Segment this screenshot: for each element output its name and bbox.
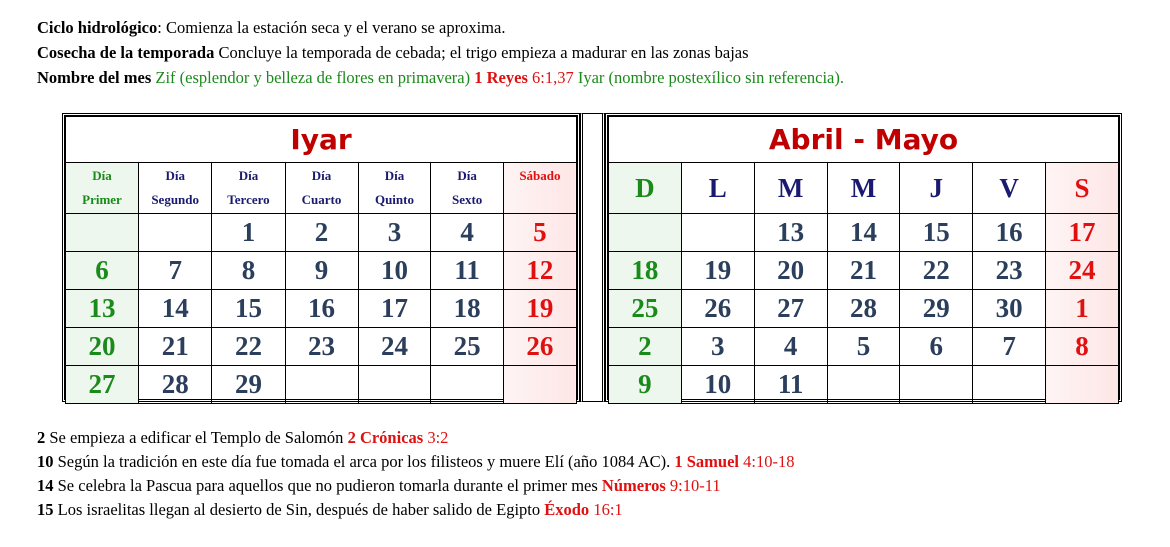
day-cell: 16 bbox=[285, 290, 358, 328]
weekday-header bbox=[285, 163, 358, 214]
day-cell bbox=[681, 214, 754, 252]
day-cell: 27 bbox=[66, 366, 139, 404]
day-cell bbox=[431, 366, 503, 404]
header-line: Día bbox=[457, 168, 477, 183]
weekday-header bbox=[358, 163, 431, 214]
day-cell: 25 bbox=[431, 328, 503, 366]
header-line: Día bbox=[311, 168, 332, 183]
header-line: Día bbox=[238, 168, 259, 183]
day-cell: 6 bbox=[66, 252, 139, 290]
header-line: Sábado bbox=[519, 168, 561, 183]
note-item bbox=[37, 428, 448, 448]
day-cell: 20 bbox=[754, 252, 827, 290]
weekday-header: L bbox=[681, 163, 754, 214]
weekday-header: J bbox=[900, 163, 973, 214]
day-cell: 25 bbox=[609, 290, 682, 328]
weekday-header: D bbox=[609, 163, 682, 214]
day-cell: 16 bbox=[973, 214, 1046, 252]
header-line: Día bbox=[384, 168, 405, 183]
day-cell bbox=[66, 214, 139, 252]
calendar-divider bbox=[580, 113, 605, 402]
intro-month-name bbox=[37, 68, 844, 88]
day-cell: 24 bbox=[358, 328, 431, 366]
day-cell: 22 bbox=[900, 252, 973, 290]
note-day: 15 bbox=[37, 500, 54, 519]
day-cell: 29 bbox=[900, 290, 973, 328]
bible-ref: Éxodo bbox=[544, 500, 590, 519]
bible-ref: 1 Reyes bbox=[474, 68, 528, 87]
header-line: Quinto bbox=[374, 192, 414, 207]
day-cell: 3 bbox=[681, 328, 754, 366]
note-day: 2 bbox=[37, 428, 46, 447]
day-cell: 10 bbox=[358, 252, 431, 290]
day-cell: 7 bbox=[973, 328, 1046, 366]
header-line: Segundo bbox=[151, 192, 200, 207]
weekday-header: V bbox=[973, 163, 1046, 214]
day-cell: 19 bbox=[681, 252, 754, 290]
day-cell: 24 bbox=[1046, 252, 1119, 290]
week-row bbox=[66, 290, 577, 328]
week-row bbox=[66, 366, 577, 404]
header-line: Cuarto bbox=[301, 192, 342, 207]
bible-ref: Números bbox=[601, 476, 666, 495]
note-day: 14 bbox=[37, 476, 54, 495]
note-text: Según la tradición en este día fue tomada el arca por los filisteos y muere Elí (año 1084 AC). bbox=[53, 452, 675, 471]
day-cell: 1 bbox=[212, 214, 285, 252]
day-cell: 9 bbox=[285, 252, 358, 290]
week-row bbox=[609, 214, 1119, 252]
note-item bbox=[37, 476, 721, 496]
day-cell: 18 bbox=[431, 290, 503, 328]
text: : Comienza la estación seca y el verano se aproxima. bbox=[157, 18, 506, 37]
day-cell bbox=[900, 366, 973, 404]
month-title: Abril - Mayo bbox=[609, 117, 1119, 163]
intro-harvest bbox=[37, 43, 749, 63]
day-cell: 26 bbox=[681, 290, 754, 328]
note-text: Se celebra la Pascua para aquellos que no pudieron tomarla durante el primer mes bbox=[53, 476, 602, 495]
note-day: 10 bbox=[37, 452, 54, 471]
day-cell: 7 bbox=[138, 252, 211, 290]
weekday-header: M bbox=[827, 163, 900, 214]
day-cell bbox=[503, 366, 576, 404]
week-row bbox=[66, 252, 577, 290]
text: Concluye la temporada de cebada; el trigo empieza a madurar en las zonas bajas bbox=[214, 43, 749, 62]
day-cell: 2 bbox=[285, 214, 358, 252]
week-row bbox=[609, 328, 1119, 366]
week-row bbox=[66, 214, 577, 252]
header-line bbox=[504, 188, 576, 212]
day-cell: 5 bbox=[503, 214, 576, 252]
day-cell: 3 bbox=[358, 214, 431, 252]
header-line: Tercero bbox=[227, 192, 270, 207]
weekday-header bbox=[431, 163, 503, 214]
day-cell: 8 bbox=[212, 252, 285, 290]
bible-ref: 1 Samuel bbox=[674, 452, 740, 471]
month-title: Iyar bbox=[66, 117, 577, 163]
header-line: Primer bbox=[82, 192, 122, 207]
day-cell: 26 bbox=[503, 328, 576, 366]
hebrew-calendar bbox=[62, 113, 580, 402]
bible-ref-num: 4:10-18 bbox=[739, 452, 795, 471]
day-cell: 8 bbox=[1046, 328, 1119, 366]
bible-ref-num: 9:10-11 bbox=[665, 476, 721, 495]
weekday-header-row bbox=[609, 163, 1119, 214]
day-cell: 13 bbox=[66, 290, 139, 328]
header-line: Sexto bbox=[451, 192, 483, 207]
note-text: Se empieza a edificar el Templo de Salomón bbox=[45, 428, 348, 447]
label: Nombre del mes bbox=[37, 68, 152, 87]
week-row bbox=[609, 252, 1119, 290]
day-cell: 9 bbox=[609, 366, 682, 404]
header-line: Día bbox=[92, 168, 112, 183]
day-cell: 11 bbox=[431, 252, 503, 290]
day-cell: 17 bbox=[358, 290, 431, 328]
day-cell: 4 bbox=[754, 328, 827, 366]
day-cell bbox=[358, 366, 431, 404]
day-cell: 21 bbox=[827, 252, 900, 290]
weekday-header-row bbox=[66, 163, 577, 214]
day-cell bbox=[1046, 366, 1119, 404]
text: Iyar (nombre postexílico sin referencia). bbox=[573, 68, 845, 87]
day-cell bbox=[285, 366, 358, 404]
day-cell: 21 bbox=[138, 328, 211, 366]
day-cell: 6 bbox=[900, 328, 973, 366]
day-cell: 14 bbox=[138, 290, 211, 328]
day-cell: 12 bbox=[503, 252, 576, 290]
weekday-header bbox=[503, 163, 576, 214]
day-cell bbox=[973, 366, 1046, 404]
day-cell: 23 bbox=[973, 252, 1046, 290]
weekday-header bbox=[212, 163, 285, 214]
day-cell: 29 bbox=[212, 366, 285, 404]
gregorian-calendar bbox=[605, 113, 1122, 402]
day-cell: 14 bbox=[827, 214, 900, 252]
day-cell: 15 bbox=[212, 290, 285, 328]
week-row bbox=[609, 366, 1119, 404]
day-cell: 20 bbox=[66, 328, 139, 366]
day-cell bbox=[609, 214, 682, 252]
text: Zif (esplendor y belleza de flores en primavera) bbox=[151, 68, 475, 87]
weekday-header bbox=[66, 163, 139, 214]
weekday-header bbox=[138, 163, 211, 214]
bible-ref-num: 16:1 bbox=[589, 500, 623, 519]
day-cell: 1 bbox=[1046, 290, 1119, 328]
day-cell: 11 bbox=[754, 366, 827, 404]
note-text: Los israelitas llegan al desierto de Sin, después de haber salido de Egipto bbox=[53, 500, 545, 519]
day-cell: 13 bbox=[754, 214, 827, 252]
day-cell: 19 bbox=[503, 290, 576, 328]
day-cell: 18 bbox=[609, 252, 682, 290]
week-row bbox=[66, 328, 577, 366]
weekday-header: S bbox=[1046, 163, 1119, 214]
bible-ref-num: 6:1,37 bbox=[527, 68, 574, 87]
day-cell: 5 bbox=[827, 328, 900, 366]
day-cell: 28 bbox=[827, 290, 900, 328]
note-item bbox=[37, 500, 623, 520]
bible-ref-num: 3:2 bbox=[423, 428, 449, 447]
bible-ref: 2 Crónicas bbox=[347, 428, 424, 447]
day-cell: 30 bbox=[973, 290, 1046, 328]
day-cell: 23 bbox=[285, 328, 358, 366]
label: Cosecha de la temporada bbox=[37, 43, 215, 62]
day-cell: 28 bbox=[138, 366, 211, 404]
week-row bbox=[609, 290, 1119, 328]
day-cell bbox=[827, 366, 900, 404]
intro-hydrologic bbox=[37, 18, 505, 38]
note-item bbox=[37, 452, 794, 472]
day-cell bbox=[138, 214, 211, 252]
header-line: Día bbox=[165, 168, 185, 183]
day-cell: 2 bbox=[609, 328, 682, 366]
day-cell: 10 bbox=[681, 366, 754, 404]
day-cell: 4 bbox=[431, 214, 503, 252]
day-cell: 15 bbox=[900, 214, 973, 252]
day-cell: 17 bbox=[1046, 214, 1119, 252]
weekday-header: M bbox=[754, 163, 827, 214]
label: Ciclo hidrológico bbox=[37, 18, 158, 37]
day-cell: 27 bbox=[754, 290, 827, 328]
day-cell: 22 bbox=[212, 328, 285, 366]
